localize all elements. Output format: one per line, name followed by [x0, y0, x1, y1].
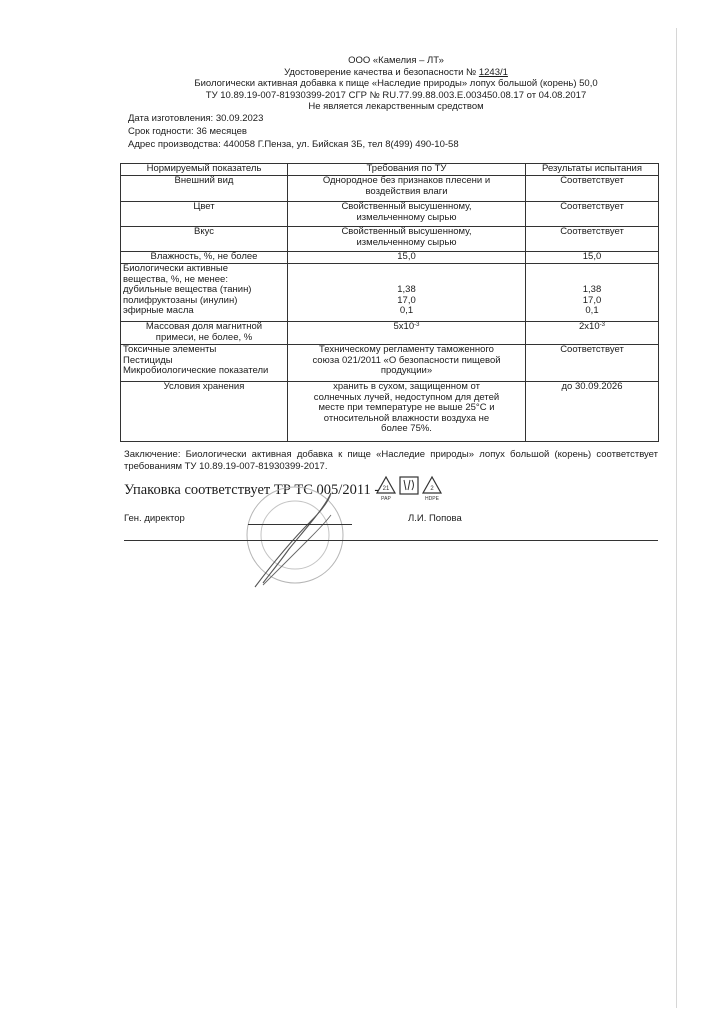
result-exponent: -3: [599, 322, 605, 328]
quality-table: [120, 163, 659, 442]
director-name: Л.И. Попова: [408, 513, 462, 524]
result-cell: 1,38 17,0 0,1: [526, 264, 659, 322]
production-address: Адрес производства: 440058 Г.Пенза, ул. Бийская 3Б, тел 8(499) 490-10-58: [128, 139, 459, 150]
requirement-cell: Техническому регламенту таможенного союза 021/2011 «О безопасности пищевой продукции»: [288, 345, 526, 382]
packaging-statement: Упаковка соответствует ТР ТС 005/2011 -: [124, 482, 380, 498]
document-header: [128, 55, 664, 113]
result-cell: до 30.09.2026: [526, 382, 659, 442]
requirement-cell: Однородное без признаков плесени и воздействия влаги: [288, 176, 526, 202]
signature-line: [248, 524, 352, 525]
result-cell: [526, 322, 659, 345]
table-row: [121, 176, 659, 202]
param-cell: Цвет: [121, 202, 288, 227]
hdpe-number: 2: [430, 486, 434, 492]
table-row: [121, 322, 659, 345]
result-cell: Соответствует: [526, 202, 659, 227]
bottom-divider: [124, 540, 658, 541]
table-row: [121, 227, 659, 252]
signature-stroke-2: [263, 515, 331, 585]
pap-number: 21: [382, 486, 390, 492]
page-edge-line: [676, 28, 677, 1008]
column-header-requirements: Требования по ТУ: [288, 164, 526, 176]
column-header-parameter: Нормируемый показатель: [121, 164, 288, 176]
table-row: [121, 264, 659, 322]
requirement-cell: 15,0: [288, 252, 526, 264]
param-cell: Токсичные элементы Пестициды Микробиологические показатели: [121, 345, 288, 382]
requirement-cell: 1,38 17,0 0,1: [288, 264, 526, 322]
company-name: ООО «Камелия – ЛТ»: [348, 55, 444, 66]
result-cell: Соответствует: [526, 345, 659, 382]
table-row: [121, 202, 659, 227]
glass-fork-icon: [404, 480, 414, 490]
param-cell: Внешний вид: [121, 176, 288, 202]
product-name: Биологически активная добавка к пище «Наследие природы» лопух большой (корень) 50,0: [194, 78, 598, 89]
result-cell: Соответствует: [526, 176, 659, 202]
table-header-row: [121, 164, 659, 176]
packaging-symbols-icon: [376, 475, 446, 501]
not-medicine-note: Не является лекарственным средством: [308, 101, 484, 112]
registration-line: ТУ 10.89.19-007-81930399-2017 СГР № RU.77.99.88.003.Е.003450.08.17 от 04.08.2017: [205, 89, 587, 101]
director-title: Ген. директор: [124, 513, 185, 524]
certificate-number: 1243/1: [478, 66, 508, 78]
recycling-icons: [376, 475, 446, 504]
param-cell: Биологически активные вещества, %, не менее: дубильные вещества (танин) полифруктозаны (инулин) эфирные масла: [121, 264, 288, 322]
certificate-prefix: Удостоверение качества и безопасности №: [284, 66, 477, 78]
requirement-cell: [288, 322, 526, 345]
result-cell: Соответствует: [526, 227, 659, 252]
requirement-value: 5х10: [393, 321, 415, 332]
hdpe-label: HDPE: [425, 496, 439, 501]
requirement-exponent: -3: [414, 322, 420, 328]
certificate-title: [128, 67, 664, 79]
param-cell: Вкус: [121, 227, 288, 252]
shelf-life: Срок годности: 36 месяцев: [128, 126, 247, 137]
result-cell: 15,0: [526, 252, 659, 264]
manufacture-date: Дата изготовления: 30.09.2023: [128, 113, 264, 124]
conclusion-text: Заключение: Биологически активная добавка к пище «Наследие природы» лопух большой (корень) соответствует требованиям ТУ 10.89.19-007-81930399-2017.: [124, 449, 658, 472]
pap-label: PAP: [381, 496, 391, 501]
company-stamp-and-signature: [233, 483, 373, 593]
production-meta: [128, 112, 459, 151]
result-value: 2х10: [579, 321, 600, 332]
requirement-cell: Свойственный высушенному, измельченному сырью: [288, 202, 526, 227]
table-row: [121, 345, 659, 382]
stamp-inner-ring: [261, 501, 329, 569]
param-cell: Массовая доля магнитной примеси, не более, %: [121, 322, 288, 345]
param-cell: Условия хранения: [121, 382, 288, 442]
table-row: [121, 252, 659, 264]
requirement-cell: хранить в сухом, защищенном от солнечных лучей, недоступном для детей месте при температуре не выше 25°С и относительной влажности воздуха не более 75%.: [288, 382, 526, 442]
requirement-cell: Свойственный высушенному, измельченному сырью: [288, 227, 526, 252]
param-cell: Влажность, %, не более: [121, 252, 288, 264]
table-row: [121, 382, 659, 442]
column-header-results: Результаты испытания: [526, 164, 659, 176]
